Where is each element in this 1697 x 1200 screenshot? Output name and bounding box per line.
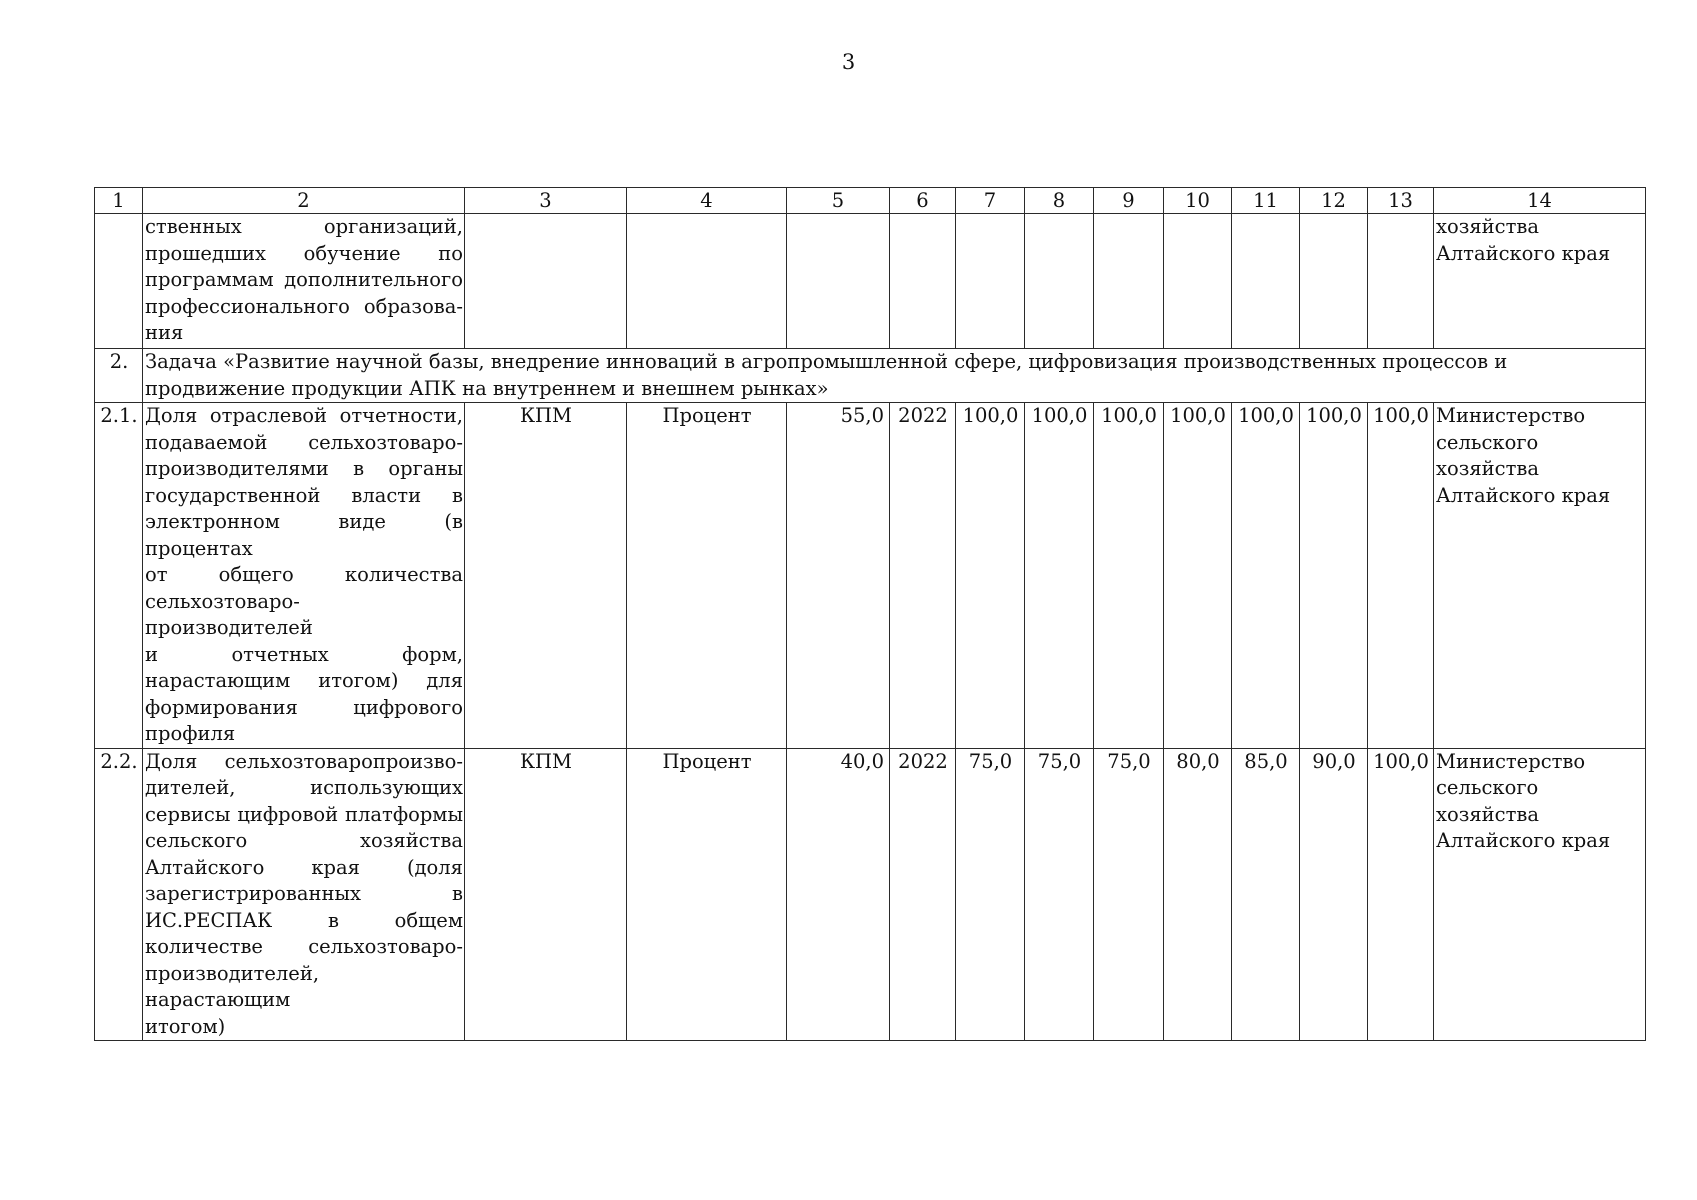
value-cell: 80,0 (1164, 748, 1232, 1041)
responsible-line: Алтайского края (1436, 483, 1611, 507)
indicator-name (143, 403, 465, 749)
indicators-table (94, 187, 1646, 1041)
column-number: 13 (1368, 188, 1434, 214)
indicator-line: программам дополнительного (145, 268, 463, 291)
column-number-row (95, 188, 1646, 214)
value-cell: 75,0 (1025, 748, 1094, 1041)
indicator-line: нарастающим итогом) для (145, 669, 463, 692)
column-number: 1 (95, 188, 143, 214)
base-year-cell (890, 214, 956, 349)
indicator-line: количестве сельхозтоваро- (145, 935, 463, 958)
column-number: 4 (627, 188, 787, 214)
indicator-line: дителей, использующих (145, 776, 463, 799)
responsible-cell (1434, 214, 1646, 349)
responsible-line: хозяйства (1436, 802, 1539, 826)
indicator-line: ственных организаций, (145, 215, 463, 238)
source-cell: КПМ (465, 403, 627, 749)
row-id (95, 214, 143, 349)
table-row (95, 403, 1646, 749)
row-id: 2.1. (95, 403, 143, 749)
value-cell: 100,0 (956, 403, 1025, 749)
value-cell (1300, 214, 1368, 349)
indicator-line: производителей, нарастающим (145, 961, 320, 1011)
indicator-line: сельского хозяйства (145, 829, 463, 852)
indicator-line: государственной власти в (145, 483, 463, 507)
responsible-line: хозяйства (1436, 215, 1539, 238)
column-number: 2 (143, 188, 465, 214)
indicator-line: прошедших обучение по (145, 241, 463, 265)
unit-cell: Процент (627, 403, 787, 749)
indicator-line: Доля отраслевой отчетности, (145, 404, 463, 427)
row-id: 2. (95, 349, 143, 403)
column-number: 3 (465, 188, 627, 214)
value-cell: 100,0 (1025, 403, 1094, 749)
value-cell: 100,0 (1164, 403, 1232, 749)
value-cell: 85,0 (1232, 748, 1300, 1041)
column-number: 7 (956, 188, 1025, 214)
indicator-line: профессионального образова- (145, 294, 463, 318)
indicator-line: итогом) (145, 1014, 226, 1038)
responsible-line: Министерство (1436, 749, 1586, 773)
column-number: 6 (890, 188, 956, 214)
base-value-cell: 40,0 (787, 748, 890, 1041)
responsible-line: хозяйства (1436, 457, 1539, 480)
indicator-line: и отчетных форм, (145, 642, 463, 666)
value-cell (1232, 214, 1300, 349)
responsible-line: Алтайского края (1436, 241, 1611, 265)
column-number: 12 (1300, 188, 1368, 214)
value-cell: 75,0 (956, 748, 1025, 1041)
indicator-line: профиля (145, 722, 236, 745)
value-cell (1094, 214, 1164, 349)
column-number: 11 (1232, 188, 1300, 214)
value-cell (1164, 214, 1232, 349)
indicator-name (143, 748, 465, 1041)
value-cell: 100,0 (1368, 748, 1434, 1041)
row-id: 2.2. (95, 748, 143, 1041)
source-cell: КПМ (465, 748, 627, 1041)
indicator-line: сервисы цифровой платформы (145, 802, 463, 826)
base-year-cell: 2022 (890, 403, 956, 749)
column-number: 14 (1434, 188, 1646, 214)
indicator-name (143, 214, 465, 349)
value-cell: 100,0 (1300, 403, 1368, 749)
value-cell: 100,0 (1232, 403, 1300, 749)
responsible-line: сельского (1436, 776, 1539, 799)
base-year-cell: 2022 (890, 748, 956, 1041)
unit-cell: Процент (627, 748, 787, 1041)
column-number: 5 (787, 188, 890, 214)
value-cell (1025, 214, 1094, 349)
indicator-line: производителями в органы (145, 457, 463, 480)
base-value-cell (787, 214, 890, 349)
responsible-line: Алтайского края (1436, 829, 1611, 852)
responsible-cell (1434, 748, 1646, 1041)
indicator-line: Алтайского края (доля (145, 855, 463, 879)
value-cell (956, 214, 1025, 349)
indicator-line: формирования цифрового (145, 695, 463, 719)
indicator-line: ИС.РЕСПАК в общем (145, 908, 463, 932)
unit-cell (627, 214, 787, 349)
responsible-cell (1434, 403, 1646, 749)
indicator-line: ния (145, 321, 184, 344)
indicator-line: Доля сельхозтоваропроизво- (145, 749, 463, 773)
value-cell: 100,0 (1094, 403, 1164, 749)
table-row (95, 748, 1646, 1041)
task-row (95, 349, 1646, 403)
value-cell: 100,0 (1368, 403, 1434, 749)
indicator-line: подаваемой сельхозтоваро- (145, 430, 463, 454)
column-number: 10 (1164, 188, 1232, 214)
value-cell: 90,0 (1300, 748, 1368, 1041)
source-cell (465, 214, 627, 349)
value-cell (1368, 214, 1434, 349)
table-row (95, 214, 1646, 349)
value-cell: 75,0 (1094, 748, 1164, 1041)
page-number: 3 (841, 50, 856, 74)
indicator-line: от общего количества (145, 563, 463, 586)
responsible-line: Министерство (1436, 404, 1586, 427)
column-number: 9 (1094, 188, 1164, 214)
indicator-line: электронном виде (в процентах (145, 510, 463, 560)
indicator-line: зарегистрированных в (145, 882, 463, 905)
task-title: Задача «Развитие научной базы, внедрение инноваций в агропромышленной сфере, цифровизация производственных процессов и продвижение продукции АПК на внутреннем и внешнем рынках» (143, 349, 1646, 403)
indicator-line: сельхозтоваро-производителей (145, 589, 313, 639)
column-number: 8 (1025, 188, 1094, 214)
base-value-cell: 55,0 (787, 403, 890, 749)
responsible-line: сельского (1436, 430, 1539, 454)
